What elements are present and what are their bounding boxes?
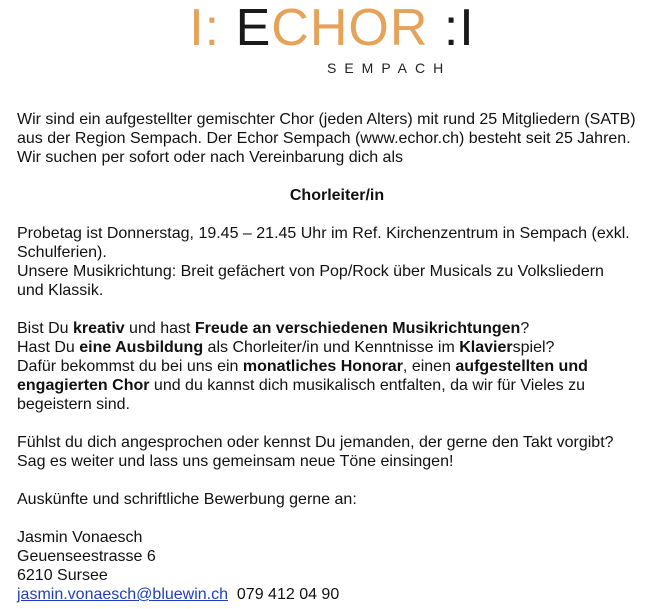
contact-city: 6210 Sursee: [17, 567, 108, 584]
rehearsal-line-1: Probetag ist Donnerstag, 19.45 – 21.45 Uhr im Ref. Kirchenzentrum in Sempach (exkl.: [17, 225, 630, 242]
logo-letter-e: E: [235, 0, 272, 57]
contact-name: Jasmin Vonaesch: [17, 529, 143, 546]
contact-street: Geuenseestrasse 6: [17, 548, 156, 565]
requirement-line-5: begeistern sind.: [17, 396, 130, 413]
echor-logo: [0, 0, 664, 80]
logo-wordmark: [0, 0, 664, 57]
logo-subtitle: SEMPACH: [327, 60, 452, 76]
contact-line: [17, 585, 657, 604]
requirement-line-2: Hast Du eine Ausbildung als Chorleiter/in und Kenntnisse im Klavierspiel?: [17, 339, 555, 356]
contact-phone: 079 412 04 90: [236, 586, 340, 603]
intro-line-3: Wir suchen per sofort oder nach Vereinbarung dich als: [17, 149, 403, 166]
closing-line-1: Fühlst du dich angesprochen oder kennst Du jemanden, der gerne den Takt vorgibt?: [17, 434, 614, 451]
requirement-line-1: Bist Du kreativ und hast Freude an verschiedenen Musikrichtungen?: [17, 320, 530, 337]
rehearsal-line-2: Schulferien).: [17, 244, 107, 261]
job-posting: [17, 110, 657, 604]
closing-line-2: Sag es weiter und lass uns gemeinsam neue Töne einsingen!: [17, 453, 454, 470]
position-title: Chorleiter/in: [289, 187, 385, 204]
requirement-line-3: Dafür bekommst du bei uns ein monatliches Honorar, einen aufgestellten und: [17, 358, 588, 375]
logo-right-mark: :I: [443, 0, 475, 57]
intro-line-2: aus der Region Sempach. Der Echor Sempach (www.echor.ch) besteht seit 25 Jahren.: [17, 130, 631, 147]
music-line-2: und Klassik.: [17, 282, 104, 299]
logo-left-mark: I:: [189, 0, 221, 57]
contact-email-link[interactable]: jasmin.vonaesch@bluewin.ch: [17, 586, 229, 603]
music-line-1: Unsere Musikrichtung: Breit gefächert von Pop/Rock über Musicals zu Volksliedern: [17, 263, 604, 280]
intro-line-1: Wir sind ein aufgestellter gemischter Chor (jeden Alters) mit rund 25 Mitgliedern (SATB): [17, 111, 636, 128]
requirement-line-4: engagierten Chor und du kannst dich musikalisch entfalten, da wir für Vieles zu: [17, 377, 585, 394]
contact-intro: Auskünfte und schriftliche Bewerbung gerne an:: [17, 491, 357, 508]
logo-letters-chor: CHOR: [271, 0, 429, 57]
